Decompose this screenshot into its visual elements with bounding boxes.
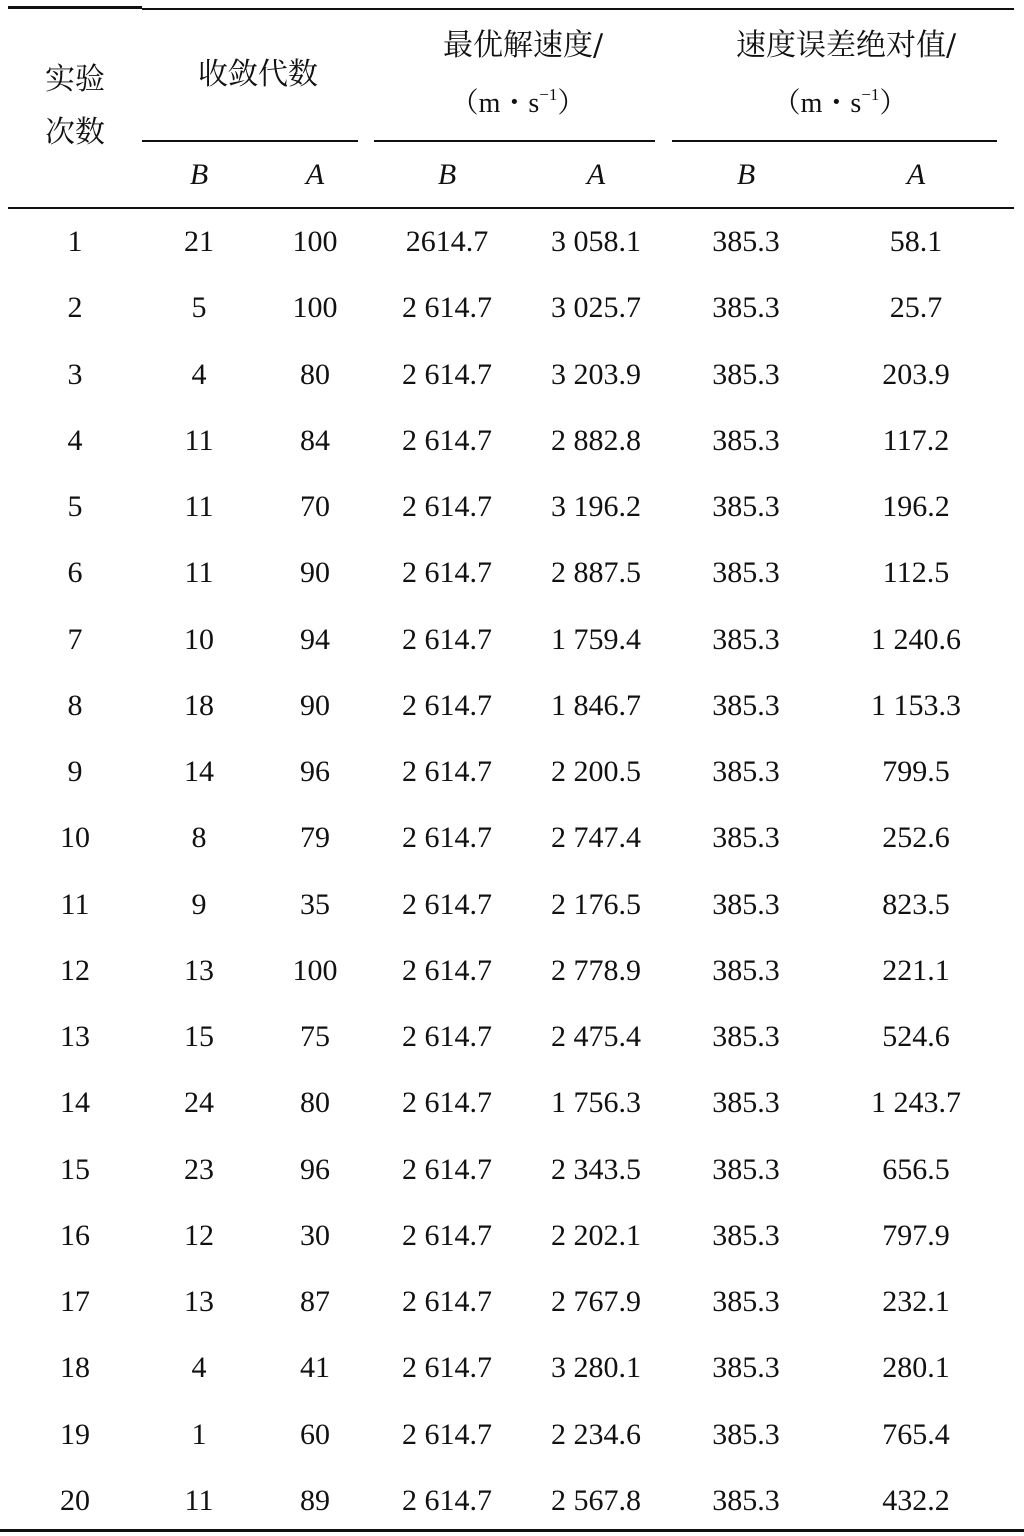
trial-number-cell: 16: [60, 1218, 90, 1252]
trial-number-cell: 13: [60, 1020, 90, 1053]
speed-b-cell: 2 614.7: [402, 1152, 492, 1186]
speed-a-header: A: [586, 158, 606, 191]
error-a-cell: 432.2: [882, 1483, 950, 1517]
error-unit: （m・$s^{-1}$）: [772, 85, 908, 119]
speed-b-cell: 2 614.7: [402, 1020, 492, 1053]
error-a-cell: 799.5: [882, 755, 950, 788]
error-a-cell: 280.1: [882, 1351, 950, 1385]
error-b-cell: 385.3: [712, 887, 780, 921]
error-b-cell: 385.3: [712, 357, 780, 391]
speed-a-cell: 2 200.5: [551, 755, 641, 788]
trial-number-cell: 19: [60, 1417, 90, 1451]
gen-b-cell: 11: [184, 1483, 214, 1517]
speed-a-cell: 2 234.6: [551, 1417, 641, 1451]
error-a-cell: 656.5: [882, 1152, 950, 1186]
speed-a-cell: 2 343.5: [551, 1152, 641, 1186]
gen-a-cell: 80: [300, 357, 330, 391]
gen-b-cell: 5: [191, 291, 207, 325]
error-a-cell: 797.9: [882, 1218, 950, 1252]
speed-a-cell: 1 846.7: [551, 688, 641, 722]
speed-b-cell: 2 614.7: [402, 688, 492, 722]
top-rule-thick: [8, 6, 142, 9]
speed-a-cell: 2 176.5: [551, 887, 641, 921]
gen-a-cell: 100: [292, 953, 338, 987]
speed-b-cell: 2 614.7: [402, 1218, 492, 1252]
error-a-cell: 196.2: [882, 490, 950, 523]
gen-b-cell: 4: [191, 357, 207, 391]
error-a-cell: 232.1: [882, 1285, 950, 1318]
gen-a-cell: 79: [300, 821, 330, 855]
speed-a-cell: 3 203.9: [551, 357, 641, 391]
trial-number-cell: 18: [60, 1351, 90, 1385]
error-a-cell: 252.6: [882, 821, 950, 855]
trial-number-cell: 17: [60, 1285, 90, 1318]
trial-number-cell: 20: [60, 1483, 90, 1517]
gen-b-cell: 15: [184, 1020, 214, 1053]
trial-number-cell: 15: [60, 1152, 90, 1186]
speed-b-cell: 2 614.7: [402, 953, 492, 987]
trial-number-cell: 11: [60, 887, 90, 921]
error-b-header: B: [736, 158, 756, 191]
top-rule: [142, 8, 1014, 10]
speed-b-cell: 2 614.7: [402, 1417, 492, 1451]
speed-b-cell: 2 614.7: [402, 423, 492, 457]
speed-b-cell: 2 614.7: [402, 357, 492, 391]
error-a-header: A: [906, 158, 926, 191]
error-b-cell: 385.3: [712, 1020, 780, 1053]
error-b-cell: 385.3: [712, 1285, 780, 1318]
speed-group-rule: [374, 140, 655, 142]
gen-b-cell: 11: [184, 556, 214, 590]
trial-number-cell: 1: [67, 225, 83, 258]
gen-b-cell: 13: [184, 1285, 214, 1318]
trial-number-cell: 2: [67, 291, 83, 325]
error-b-cell: 385.3: [712, 1086, 780, 1120]
error-b-cell: 385.3: [712, 1152, 780, 1186]
speed-a-cell: 3 025.7: [551, 291, 641, 325]
gen-b-cell: 1: [191, 1417, 207, 1451]
gen-a-cell: 87: [300, 1285, 330, 1318]
speed-a-cell: 2 778.9: [551, 953, 641, 987]
gen-a-cell: 90: [300, 688, 330, 722]
trial-number-cell: 14: [60, 1086, 90, 1120]
gen-a-cell: 100: [292, 225, 338, 258]
speed-b-cell: 2 614.7: [402, 490, 492, 523]
error-a-cell: 1 243.7: [871, 1086, 961, 1120]
error-a-cell: 1 240.6: [871, 622, 961, 656]
error-b-cell: 385.3: [712, 688, 780, 722]
speed-b-cell: 2614.7: [405, 225, 489, 258]
speed-a-cell: 1 756.3: [551, 1086, 641, 1120]
error-b-cell: 385.3: [712, 423, 780, 457]
gen-b-cell: 18: [184, 688, 214, 722]
bottom-rule: [0, 1529, 1024, 1532]
speed-a-cell: 2 475.4: [551, 1020, 641, 1053]
gen-b-cell: 14: [184, 755, 214, 788]
gen-a-cell: 80: [300, 1086, 330, 1120]
error-b-cell: 385.3: [712, 556, 780, 590]
gen-a-cell: 41: [300, 1351, 330, 1385]
error-a-cell: 1 153.3: [871, 688, 961, 722]
trial-number-cell: 9: [67, 755, 83, 788]
speed-b-cell: 2 614.7: [402, 556, 492, 590]
speed-b-cell: 2 614.7: [402, 1086, 492, 1120]
trial-number-cell: 10: [60, 821, 90, 855]
generation-header: 收敛代数: [198, 57, 318, 92]
error-b-cell: 385.3: [712, 755, 780, 788]
error-a-cell: 117.2: [882, 423, 950, 457]
trial-header-line2: 次数: [45, 115, 105, 150]
speed-a-cell: 2 882.8: [551, 423, 641, 457]
error-b-cell: 385.3: [712, 1351, 780, 1385]
gen-b-cell: 11: [184, 490, 214, 523]
gen-b-cell: 23: [184, 1152, 214, 1186]
speed-b-cell: 2 614.7: [402, 821, 492, 855]
speed-a-cell: 1 759.4: [551, 622, 641, 656]
error-a-cell: 221.1: [882, 953, 950, 987]
error-header: 速度误差绝对值/: [735, 28, 957, 63]
speed-a-cell: 2 747.4: [551, 821, 641, 855]
gen-a-cell: 94: [300, 622, 330, 656]
gen-a-cell: 70: [300, 490, 330, 523]
gen-b-cell: 9: [191, 887, 207, 921]
trial-number-cell: 7: [67, 622, 83, 656]
error-a-cell: 765.4: [882, 1417, 950, 1451]
error-b-cell: 385.3: [712, 953, 780, 987]
trial-header-line1: 实验: [45, 62, 105, 97]
header-bottom-rule: [8, 207, 1014, 209]
gen-b-cell: 11: [184, 423, 214, 457]
gen-a-cell: 60: [300, 1417, 330, 1451]
speed-b-header: B: [437, 158, 457, 191]
speed-b-cell: 2 614.7: [402, 622, 492, 656]
trial-number-cell: 5: [67, 490, 83, 523]
gen-a-cell: 90: [300, 556, 330, 590]
gen-a-header: A: [305, 158, 325, 191]
speed-b-cell: 2 614.7: [402, 1285, 492, 1318]
speed-b-cell: 2 614.7: [402, 887, 492, 921]
speed-unit: （m・$s^{-1}$）: [450, 85, 586, 119]
gen-a-cell: 96: [300, 1152, 330, 1186]
gen-group-rule: [142, 140, 358, 142]
error-a-cell: 203.9: [882, 357, 950, 391]
speed-a-cell: 3 058.1: [551, 225, 641, 258]
error-b-cell: 385.3: [712, 1483, 780, 1517]
error-b-cell: 385.3: [712, 821, 780, 855]
gen-b-cell: 4: [191, 1351, 207, 1385]
speed-a-cell: 3 196.2: [551, 490, 641, 523]
gen-b-cell: 12: [184, 1218, 214, 1252]
gen-b-header: B: [189, 158, 209, 191]
error-b-cell: 385.3: [712, 225, 780, 258]
error-b-cell: 385.3: [712, 490, 780, 523]
error-b-cell: 385.3: [712, 291, 780, 325]
error-a-cell: 524.6: [882, 1020, 950, 1053]
error-b-cell: 385.3: [712, 1218, 780, 1252]
speed-a-cell: 3 280.1: [551, 1351, 641, 1385]
gen-b-cell: 13: [184, 953, 214, 987]
trial-number-cell: 8: [67, 688, 83, 722]
gen-a-cell: 100: [292, 291, 338, 325]
trial-number-cell: 4: [67, 423, 83, 457]
gen-a-cell: 96: [300, 755, 330, 788]
gen-b-cell: 21: [184, 225, 214, 258]
gen-a-cell: 89: [300, 1483, 330, 1517]
error-b-cell: 385.3: [712, 1417, 780, 1451]
speed-a-cell: 2 567.8: [551, 1483, 641, 1517]
speed-b-cell: 2 614.7: [402, 291, 492, 325]
error-group-rule: [672, 140, 997, 142]
error-a-cell: 25.7: [889, 291, 943, 325]
gen-b-cell: 8: [191, 821, 207, 855]
speed-a-cell: 2 887.5: [551, 556, 641, 590]
error-a-cell: 112.5: [882, 556, 950, 590]
gen-a-cell: 84: [300, 423, 330, 457]
speed-a-cell: 2 202.1: [551, 1218, 641, 1252]
error-b-cell: 385.3: [712, 622, 780, 656]
speed-header: 最优解速度/: [442, 28, 604, 63]
speed-a-cell: 2 767.9: [551, 1285, 641, 1318]
trial-number-cell: 6: [67, 556, 83, 590]
error-a-cell: 58.1: [889, 225, 943, 258]
gen-a-cell: 75: [300, 1020, 330, 1053]
gen-a-cell: 35: [300, 887, 330, 921]
gen-b-cell: 24: [184, 1086, 214, 1120]
trial-number-cell: 12: [60, 953, 90, 987]
gen-a-cell: 30: [300, 1218, 330, 1252]
trial-number-cell: 3: [67, 357, 83, 391]
speed-b-cell: 2 614.7: [402, 1351, 492, 1385]
error-a-cell: 823.5: [882, 887, 950, 921]
gen-b-cell: 10: [184, 622, 214, 656]
speed-b-cell: 2 614.7: [402, 1483, 492, 1517]
speed-b-cell: 2 614.7: [402, 755, 492, 788]
